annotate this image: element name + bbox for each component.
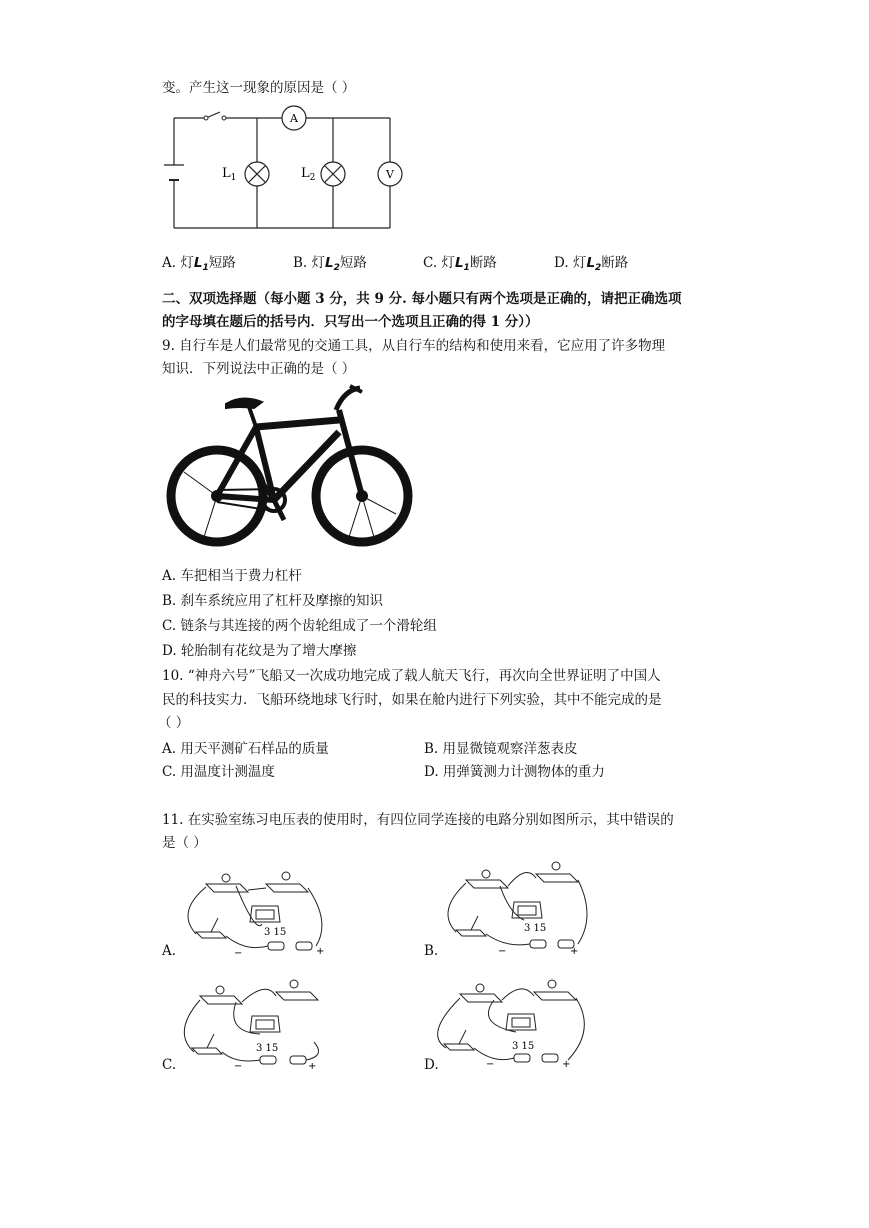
lamp-l1-label: L	[222, 166, 231, 181]
q8-intro: 变。产生这一现象的原因是（ ）	[162, 80, 356, 96]
q10-option-b[interactable]: B. 用显微镜观察洋葱表皮	[424, 741, 578, 757]
q10-stem-line3: （ ）	[158, 715, 190, 731]
lamp-l2-label-group	[301, 166, 315, 183]
q8-option-a[interactable]: A. 灯$L_1$短路	[162, 255, 236, 273]
q10-option-d[interactable]: D. 用弹簧测力计测物体的重力	[424, 764, 605, 780]
q11-d-meter-scale: 3 15	[512, 1041, 535, 1052]
q8-circuit-diagram	[160, 100, 400, 225]
lamp-l1-sub: 1	[230, 173, 237, 183]
ammeter-label: A	[290, 112, 298, 125]
q11-c-minus: −	[234, 1061, 243, 1072]
q10-option-a[interactable]: A. 用天平测矿石样品的质量	[162, 741, 329, 757]
q9-option-b[interactable]: B. 刹车系统应用了杠杆及摩擦的知识	[162, 593, 384, 609]
q10-stem-line2: 民的科技实力．飞船环绕地球飞行时，如果在舱内进行下列实验，其中不能完成的是	[162, 692, 662, 708]
q10-option-c[interactable]: C. 用温度计测温度	[162, 764, 275, 780]
q11-a-minus: −	[234, 948, 243, 959]
q11-circuit-a[interactable]	[176, 862, 336, 962]
lamp-l2-label: L	[301, 166, 310, 181]
q10-stem-line1: 10. “神舟六号”飞船又一次成功地完成了载人航天飞行，再次向全世界证明了中国人	[162, 668, 661, 684]
q11-label-d: D.	[424, 1057, 439, 1073]
lamp-l2-sub: 2	[309, 173, 316, 183]
q8-option-c[interactable]: C. 灯$L_1$断路	[423, 255, 497, 273]
q11-b-minus: −	[498, 946, 507, 957]
q9-stem-line2: 知识．下列说法中正确的是（ ）	[162, 361, 356, 377]
bicycle-image	[164, 382, 414, 552]
q8-option-d[interactable]: D. 灯$L_2$断路	[554, 255, 629, 273]
q9-stem-line1: 9. 自行车是人们最常见的交通工具，从自行车的结构和使用来看，它应用了许多物理	[162, 338, 666, 354]
q11-stem-line1: 11. 在实验室练习电压表的使用时，有四位同学连接的电路分别如图所示，其中错误的	[162, 812, 674, 828]
q11-b-meter-scale: 3 15	[524, 923, 547, 934]
q11-circuit-b[interactable]	[436, 856, 596, 956]
q11-d-plus: +	[562, 1059, 571, 1070]
q11-label-a: A.	[162, 943, 177, 959]
voltmeter-label: V	[386, 168, 394, 181]
q11-c-plus: +	[308, 1061, 317, 1072]
q9-option-d[interactable]: D. 轮胎制有花纹是为了增大摩擦	[162, 643, 357, 659]
q11-b-plus: +	[570, 946, 579, 957]
q11-circuit-d[interactable]	[436, 970, 596, 1070]
q11-circuit-c[interactable]	[176, 972, 336, 1072]
section2-heading-line2: 的字母填在题后的括号内．只写出一个选项且正确的得 1 分））	[162, 314, 539, 330]
q11-c-meter-scale: 3 15	[256, 1043, 279, 1054]
q11-a-meter-scale: 3 15	[264, 927, 287, 938]
q11-d-minus: −	[486, 1059, 495, 1070]
q9-option-c[interactable]: C. 链条与其连接的两个齿轮组成了一个滑轮组	[162, 618, 437, 634]
q8-option-b[interactable]: B. 灯$L_2$短路	[293, 255, 367, 273]
q11-label-c: C.	[162, 1057, 177, 1073]
svg-text:L1	[222, 166, 236, 183]
q11-stem-line2: 是（ ）	[162, 835, 207, 851]
q11-a-plus: +	[316, 946, 325, 957]
q11-label-b: B.	[424, 943, 439, 959]
q9-option-a[interactable]: A. 车把相当于费力杠杆	[162, 568, 302, 584]
section2-heading-line1: 二、双项选择题（每小题 3 分，共 9 分. 每小题只有两个选项是正确的，请把正确选项	[162, 291, 682, 307]
